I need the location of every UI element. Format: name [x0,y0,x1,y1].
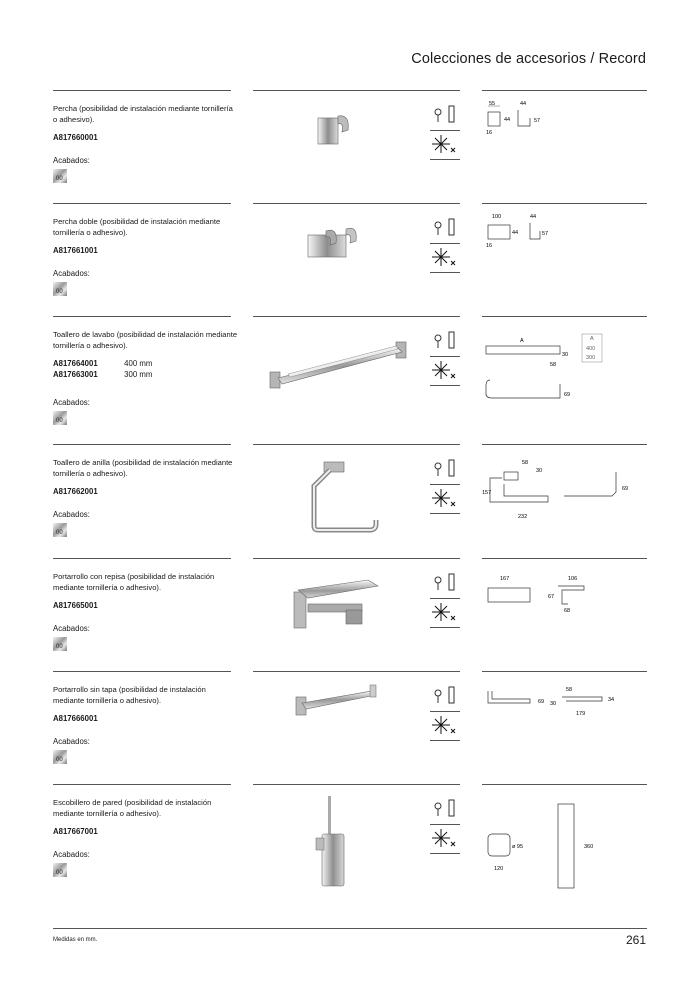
finish-label: Acabados: [53,737,90,746]
row-divider [482,558,647,559]
finish-code: 00 [56,530,63,536]
dim-label: ø 95 [512,844,524,850]
finish-label: Acabados: [53,398,90,407]
product-description: Percha doble (posibilidad de instalación mediante tornillería o adhesivo). [53,217,221,237]
wall-mount-icon [430,796,460,825]
product-codes [53,359,152,381]
dimension-diagram [482,790,647,894]
page-title: Colecciones de accesorios / Record [411,51,646,67]
dim-label: 67 [548,594,555,600]
product-description: Toallero de anilla (posibilidad de instalación mediante tornillería o adhesivo). [53,458,233,478]
chrome-shine-icon [430,712,460,741]
row-divider [53,558,231,559]
product-image [258,209,448,313]
finish-label: Acabados: [53,624,90,633]
dimension-diagram [482,209,647,313]
dim-label: 232 [518,514,528,520]
row-divider [53,316,231,317]
dim-label: 55 [489,101,496,107]
product-code: A817666001 [53,714,98,723]
dim-label: 34 [608,697,615,703]
wall-mount-icon [430,456,460,485]
row-divider [428,784,460,785]
finish-code: 00 [56,418,63,424]
product-image [258,322,448,426]
wall-mount-icon [430,570,460,599]
feature-icons [430,215,460,273]
product-code-line [53,359,152,370]
product-codes [53,601,124,612]
row-divider [253,90,450,91]
row-divider [482,784,647,785]
row-divider [482,444,647,445]
row-divider [53,671,231,672]
dim-label: 30 [550,701,557,707]
product-code: A817661001 [53,246,98,255]
product-description: Escobillero de pared (posibilidad de instalación mediante tornillería o adhesivo). [53,798,212,818]
product-description: Toallero de lavabo (posibilidad de instalación mediante tornillería o adhesivo). [53,330,238,350]
finish-code: 00 [56,870,63,876]
row-divider [253,671,450,672]
row-divider [482,671,647,672]
product-size: 300 mm [124,370,153,379]
row-divider [428,671,460,672]
measurement-note: Medidas en mm. [53,937,98,943]
product-size: 400 mm [124,359,153,368]
chrome-shine-icon [430,244,460,273]
feature-icons [430,102,460,160]
chrome-finish-swatch [53,523,67,537]
finish-label: Acabados: [53,510,90,519]
wall-mount-icon [430,328,460,357]
row-divider [482,203,647,204]
dim-label: 69 [538,699,545,705]
product-codes [53,714,124,725]
dim-label: 100 [492,214,502,220]
product-codes [53,827,124,838]
product-code-line [53,714,124,725]
feature-icons [430,570,460,628]
row-divider [482,316,647,317]
chrome-shine-icon [430,131,460,160]
product-row [53,784,647,898]
dim-label: 44 [504,117,511,123]
row-divider [253,558,450,559]
chrome-finish-swatch [53,863,67,877]
product-description: Portarrollo sin tapa (posibilidad de instalación mediante tornillería o adhesivo). [53,685,206,705]
wall-mount-icon [430,215,460,244]
product-row [53,316,647,430]
row-divider [253,316,450,317]
finish-code: 00 [56,176,63,182]
finish-label: Acabados: [53,156,90,165]
product-row [53,90,647,204]
product-row [53,671,647,785]
dim-label: 69 [564,392,571,398]
feature-icons [430,456,460,514]
dim-label: 167 [500,576,510,582]
row-divider [53,444,231,445]
dim-label: A [520,338,524,344]
product-codes [53,487,124,498]
dim-label: 16 [486,243,493,249]
product-codes [53,133,124,144]
product-image [258,790,448,894]
product-code-line [53,601,124,612]
row-divider [428,316,460,317]
page-number: 261 [625,933,646,947]
finish-label: Acabados: [53,850,90,859]
row-divider [428,444,460,445]
dim-label: 68 [564,608,571,614]
dimension-diagram [482,450,647,554]
chrome-shine-icon [430,825,460,854]
dim-label: 179 [576,711,586,717]
row-divider [428,203,460,204]
product-code-line [53,827,124,838]
finish-code: 00 [56,289,63,295]
dimension-diagram [482,96,647,200]
dim-label: 69 [622,486,629,492]
wall-mount-icon [430,683,460,712]
dim-label: 30 [562,352,569,358]
dim-label: 57 [542,231,549,237]
product-code: A817665001 [53,601,98,610]
row-divider [253,203,450,204]
dim-label: 57 [534,118,541,124]
dim-label: 58 [550,362,557,368]
dim-table-head: A [590,336,594,342]
dimension-diagram [482,677,647,781]
product-image [258,96,448,200]
finish-code: 00 [56,757,63,763]
product-codes [53,246,124,257]
chrome-finish-swatch [53,750,67,764]
dimension-diagram [482,564,647,668]
product-code-line [53,487,124,498]
chrome-finish-swatch [53,637,67,651]
row-divider [53,203,231,204]
product-row [53,444,647,558]
dim-label: 120 [494,866,504,872]
dim-label: 30 [536,468,543,474]
dim-label: 106 [568,576,578,582]
finish-label: Acabados: [53,269,90,278]
chrome-finish-swatch [53,282,67,296]
chrome-shine-icon [430,599,460,628]
product-code: A817663001 [53,370,98,379]
product-description: Portarrollo con repisa (posibilidad de instalación mediante tornillería o adhesivo). [53,572,215,592]
product-code: A817660001 [53,133,98,142]
dim-table-cell: 300 [586,355,596,361]
product-code-line [53,133,124,144]
product-row [53,558,647,672]
dim-table-cell: 400 [586,346,596,352]
feature-icons [430,328,460,386]
product-code-line [53,246,124,257]
dim-label: 58 [522,460,529,466]
row-divider [253,444,450,445]
product-description: Percha (posibilidad de instalación mediante tornillería o adhesivo). [53,104,233,124]
dimension-diagram [482,322,647,426]
product-row [53,203,647,317]
footer-divider [53,928,647,929]
finish-code: 00 [56,644,63,650]
row-divider [482,90,647,91]
row-divider [53,784,231,785]
row-divider [428,558,460,559]
dim-label: 44 [520,101,527,107]
row-divider [53,90,231,91]
dim-label: 58 [566,687,573,693]
feature-icons [430,796,460,854]
chrome-shine-icon [430,357,460,386]
product-code: A817664001 [53,359,98,368]
feature-icons [430,683,460,741]
chrome-shine-icon [430,485,460,514]
product-image [258,564,448,668]
product-image [258,450,448,554]
dim-label: 44 [512,230,519,236]
wall-mount-icon [430,102,460,131]
chrome-finish-swatch [53,169,67,183]
product-code: A817667001 [53,827,98,836]
row-divider [253,784,450,785]
product-image [258,677,448,781]
dim-label: 157 [482,490,492,496]
chrome-finish-swatch [53,411,67,425]
dim-label: 44 [530,214,537,220]
dim-label: 16 [486,130,493,136]
product-code-line [53,370,152,381]
product-code: A817662001 [53,487,98,496]
row-divider [428,90,460,91]
dim-label: 360 [584,844,594,850]
